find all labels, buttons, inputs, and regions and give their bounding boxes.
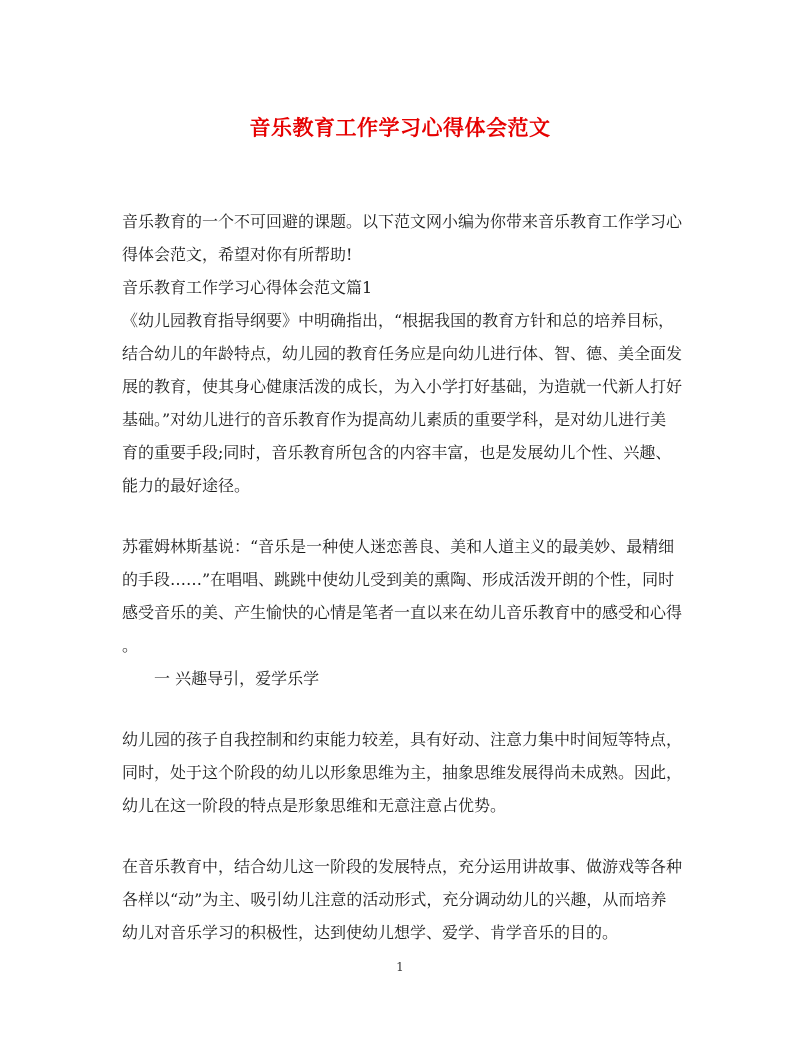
document-body (122, 205, 682, 949)
paragraph-sukhomlinsky-quote (122, 530, 682, 662)
text-line: 育的重要手段;同时，音乐教育所包含的内容丰富，也是发展幼儿个性、兴趣、 (122, 443, 672, 462)
text-line: 结合幼儿的年龄特点，幼儿园的教育任务应是向幼儿进行体、智、德、美全面发 (122, 344, 682, 363)
text-line: 《幼儿园教育指导纲要》中明确指出，“根据我国的教育方针和总的培养目标， (122, 311, 675, 330)
text-line: 音乐教育的一个不可回避的课题。以下范文网小编为你带来音乐教育工作学习心 (122, 212, 682, 231)
text-line: 苏霍姆林斯基说：“音乐是一种使人迷恋善良、美和人道主义的最美妙、最精细 (122, 537, 675, 556)
text-line: 得体会范文，希望对你有所帮助! (122, 245, 353, 264)
section-heading: 音乐教育工作学习心得体会范文篇1 (122, 278, 373, 297)
paragraph-guideline-quote (122, 304, 682, 502)
text-line: 感受音乐的美、产生愉快的心情是笔者一直以来在幼儿音乐教育中的感受和心得 (122, 603, 682, 622)
text-line: 的手段……”在唱唱、跳跳中使幼儿受到美的熏陶、形成活泼开朗的个性，同时 (122, 570, 675, 589)
paragraph-gap (122, 822, 682, 850)
paragraph-music-teaching (122, 850, 682, 949)
paragraph-gap (122, 502, 682, 530)
text-line: 各样以“动”为主、吸引幼儿注意的活动形式，充分调动幼儿的兴趣，从而培养 (122, 890, 667, 909)
text-line: 幼儿园的孩子自我控制和约束能力较差，具有好动、注意力集中时间短等特点， (122, 730, 682, 749)
page-number: 1 (396, 960, 404, 974)
text-line: 能力的最好途径。 (122, 476, 251, 495)
text-line: 。 (122, 636, 139, 655)
text-line: 幼儿对音乐学习的积极性，达到使幼儿想学、爱学、肯学音乐的目的。 (122, 923, 619, 942)
paragraph-gap (122, 695, 682, 723)
text-line: 展的教育，使其身心健康活泼的成长，为入小学打好基础，为造就一代新人打好 (122, 377, 682, 396)
paragraph-child-traits (122, 723, 682, 822)
text-line: 基础。”对幼儿进行的音乐教育作为提高幼儿素质的重要学科，是对幼儿进行美 (122, 410, 667, 429)
paragraph-intro (122, 205, 682, 271)
document-title: 音乐教育工作学习心得体会范文 (249, 115, 551, 140)
subsection-heading: 一 兴趣导引，爱学乐学 (154, 669, 320, 688)
text-line: 同时，处于这个阶段的幼儿以形象思维为主，抽象思维发展得尚未成熟。因此， (122, 763, 682, 782)
text-line: 幼儿在这一阶段的特点是形象思维和无意注意占优势。 (122, 796, 507, 815)
text-line: 在音乐教育中，结合幼儿这一阶段的发展特点，充分运用讲故事、做游戏等各种 (122, 857, 682, 876)
